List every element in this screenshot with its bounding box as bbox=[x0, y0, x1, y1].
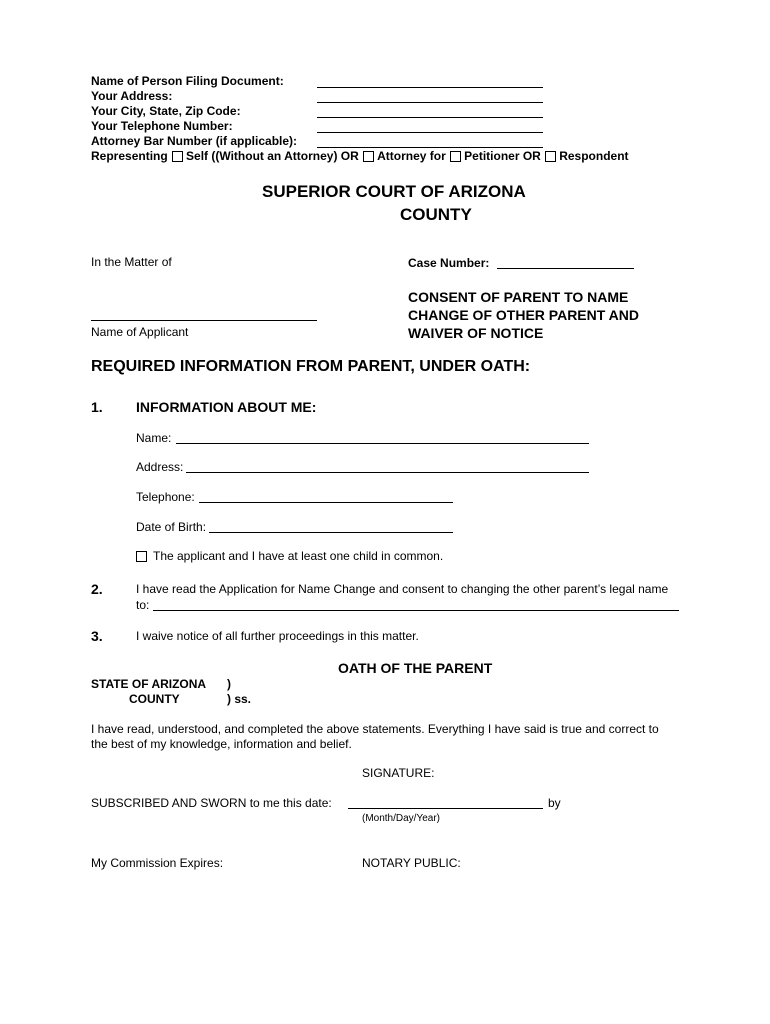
dob-line[interactable] bbox=[209, 532, 453, 533]
common-child-checkbox[interactable] bbox=[136, 551, 147, 562]
petitioner-label: Petitioner OR bbox=[464, 149, 541, 163]
filer-name-label: Name of Person Filing Document: bbox=[91, 74, 284, 88]
form-title bbox=[408, 288, 639, 342]
notary-label: NOTARY PUBLIC: bbox=[362, 856, 461, 870]
by-label: by bbox=[548, 796, 561, 810]
signature-label: SIGNATURE: bbox=[362, 766, 435, 780]
commission-label: My Commission Expires: bbox=[91, 856, 224, 870]
representing-label: Representing bbox=[91, 149, 168, 163]
respondent-checkbox[interactable] bbox=[545, 151, 556, 162]
city-state-zip-label: Your City, State, Zip Code: bbox=[91, 104, 241, 118]
form-title-line: WAIVER OF NOTICE bbox=[408, 325, 544, 341]
county-ss: ) ss. bbox=[227, 692, 252, 706]
bar-number-line[interactable] bbox=[317, 147, 543, 148]
telephone-line[interactable] bbox=[317, 132, 543, 133]
oath-title: OATH OF THE PARENT bbox=[338, 660, 493, 676]
applicant-name-line[interactable] bbox=[91, 320, 317, 321]
dob-label: Date of Birth: bbox=[136, 520, 207, 534]
address-field-line[interactable] bbox=[186, 472, 589, 473]
self-label: Self ((Without an Attorney) OR bbox=[186, 149, 359, 163]
name-line[interactable] bbox=[176, 443, 589, 444]
in-matter-label: In the Matter of bbox=[91, 255, 172, 269]
date-format-hint: (Month/Day/Year) bbox=[362, 813, 440, 824]
address-line[interactable] bbox=[317, 102, 543, 103]
case-number-label: Case Number: bbox=[408, 256, 490, 270]
court-title: SUPERIOR COURT OF ARIZONA bbox=[262, 182, 526, 201]
section-3-number: 3. bbox=[91, 628, 103, 644]
self-checkbox[interactable] bbox=[172, 151, 183, 162]
section-3-text: I waive notice of all further proceedings in this matter. bbox=[136, 629, 419, 643]
section-2-number: 2. bbox=[91, 581, 103, 597]
name-label: Name: bbox=[136, 431, 172, 445]
attorney-checkbox[interactable] bbox=[363, 151, 374, 162]
statement-line-1: I have read, understood, and completed the above statements. Everything I have said is true and correct to bbox=[91, 722, 659, 736]
case-number-line[interactable] bbox=[497, 268, 634, 269]
new-name-line[interactable] bbox=[153, 610, 679, 611]
telephone-field-line[interactable] bbox=[199, 502, 453, 503]
section-2-to: to: bbox=[136, 598, 150, 612]
statement-line-2: the best of my knowledge, information and belief. bbox=[91, 737, 352, 751]
section-1-number: 1. bbox=[91, 399, 103, 415]
filer-name-line[interactable] bbox=[317, 87, 543, 88]
sworn-date-line[interactable] bbox=[348, 808, 543, 809]
attorney-label: Attorney for bbox=[377, 149, 446, 163]
section-2-text: I have read the Application for Name Change and consent to changing the other parent’s legal name bbox=[136, 582, 669, 596]
respondent-label: Respondent bbox=[559, 149, 629, 163]
common-child-row bbox=[136, 549, 443, 563]
subscribed-label: SUBSCRIBED AND SWORN to me this date: bbox=[91, 796, 332, 810]
representing-row bbox=[91, 149, 629, 164]
county-label: COUNTY bbox=[129, 692, 180, 706]
telephone-field-label: Telephone: bbox=[136, 490, 195, 504]
form-title-line: CONSENT OF PARENT TO NAME bbox=[408, 289, 629, 305]
state-paren: ) bbox=[227, 677, 231, 691]
petitioner-checkbox[interactable] bbox=[450, 151, 461, 162]
applicant-label: Name of Applicant bbox=[91, 325, 189, 339]
required-heading: REQUIRED INFORMATION FROM PARENT, UNDER OATH: bbox=[91, 358, 531, 375]
court-county: COUNTY bbox=[400, 205, 472, 224]
city-state-zip-line[interactable] bbox=[317, 117, 543, 118]
common-child-label: The applicant and I have at least one child in common. bbox=[153, 549, 444, 563]
state-label: STATE OF ARIZONA bbox=[91, 677, 207, 691]
telephone-label: Your Telephone Number: bbox=[91, 119, 233, 133]
form-title-line: CHANGE OF OTHER PARENT AND bbox=[408, 307, 639, 323]
section-1-title: INFORMATION ABOUT ME: bbox=[136, 399, 317, 415]
address-label: Your Address: bbox=[91, 89, 173, 103]
address-field-label: Address: bbox=[136, 460, 184, 474]
bar-number-label: Attorney Bar Number (if applicable): bbox=[91, 134, 298, 148]
